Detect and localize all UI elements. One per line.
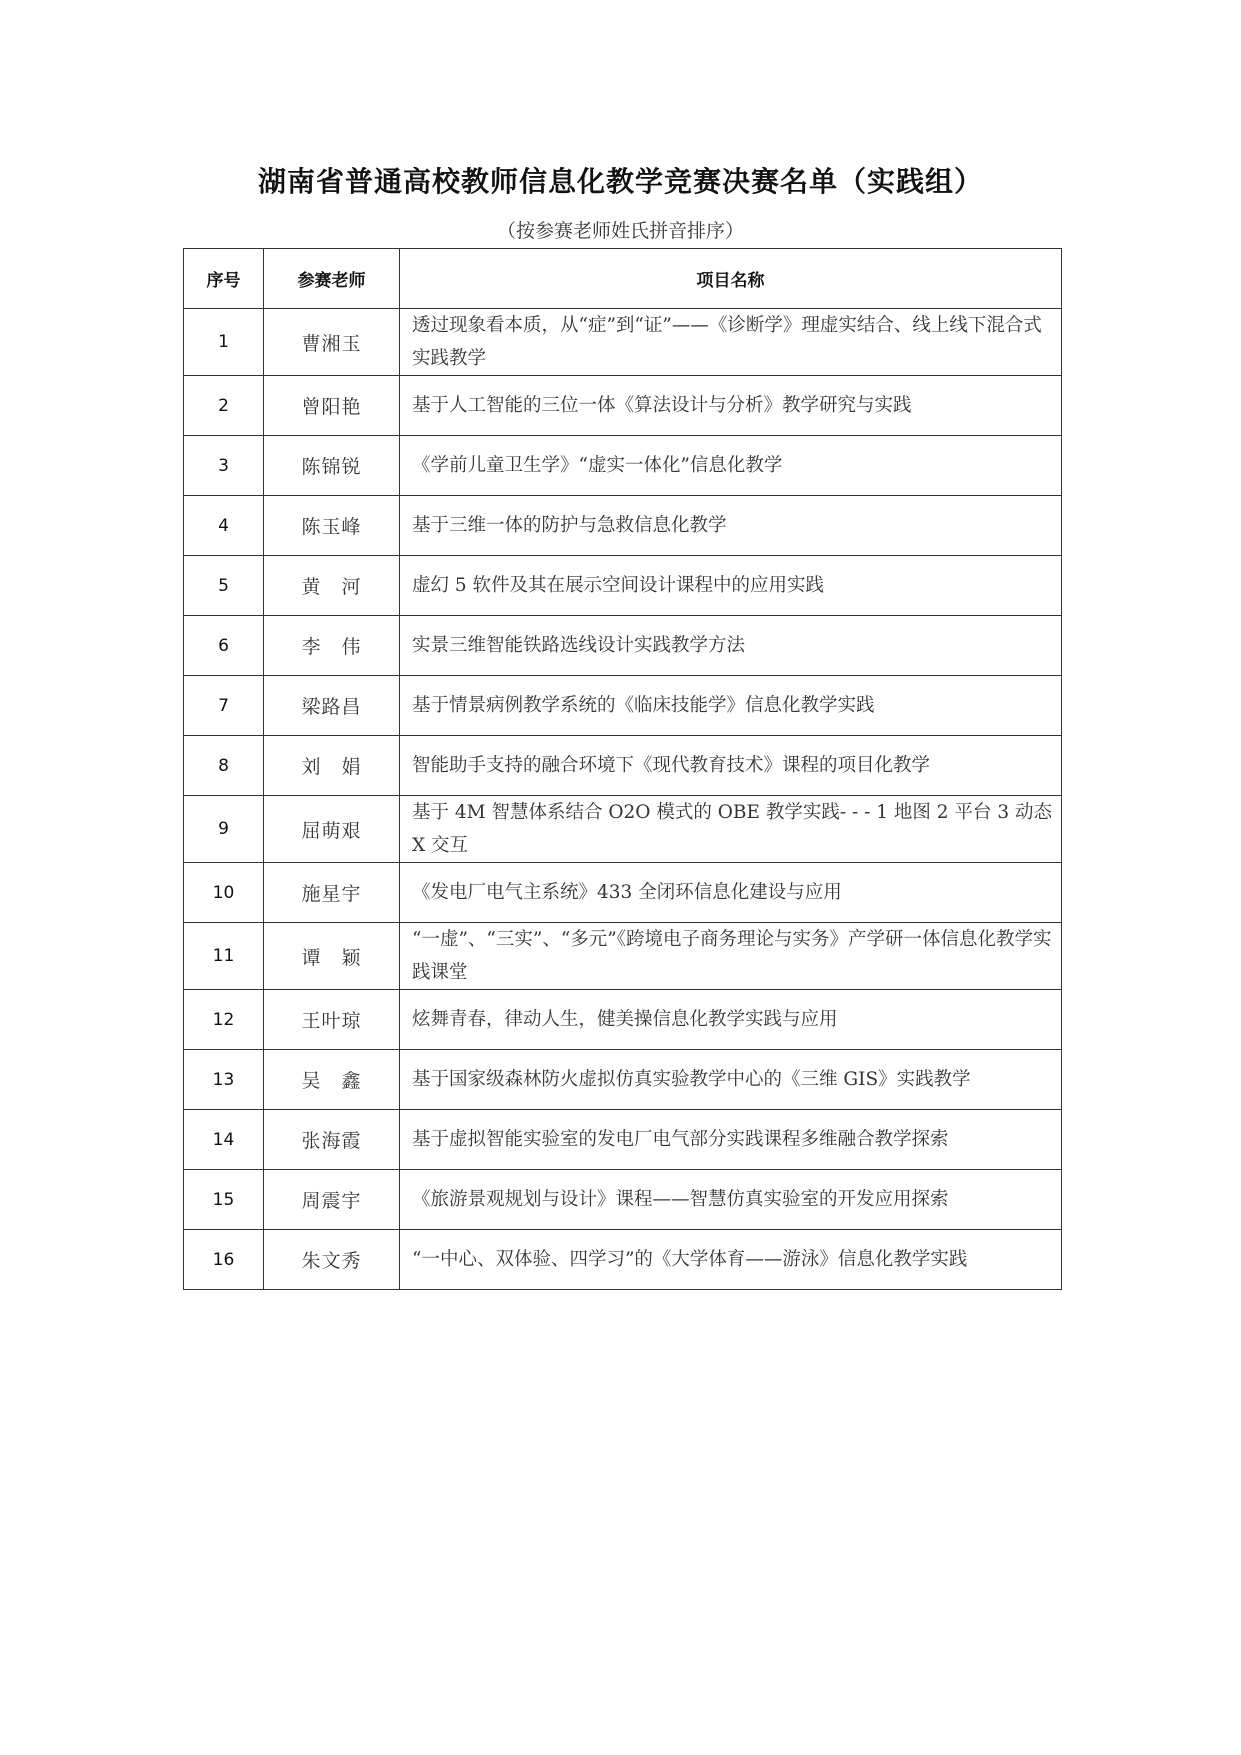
table-row — [184, 990, 1062, 1050]
cell-teacher: 黄 河 — [264, 556, 400, 616]
cell-seq: 6 — [184, 616, 264, 676]
table-row — [184, 1050, 1062, 1110]
page-subtitle: （按参赛老师姓氏拼音排序） — [496, 220, 744, 242]
cell-seq: 14 — [184, 1110, 264, 1170]
cell-project: 实景三维智能铁路选线设计实践教学方法 — [400, 616, 1062, 676]
cell-project: 《旅游景观规划与设计》课程——智慧仿真实验室的开发应用探索 — [400, 1170, 1062, 1230]
cell-project: 《发电厂电气主系统》433 全闭环信息化建设与应用 — [400, 863, 1062, 923]
table-row — [184, 676, 1062, 736]
cell-teacher: 王叶琼 — [264, 990, 400, 1050]
cell-seq: 4 — [184, 496, 264, 556]
cell-seq: 1 — [184, 309, 264, 376]
cell-seq: 12 — [184, 990, 264, 1050]
cell-teacher: 周震宇 — [264, 1170, 400, 1230]
cell-project: 智能助手支持的融合环境下《现代教育技术》课程的项目化教学 — [400, 736, 1062, 796]
cell-project: “一虚”、“三实”、“多元”《跨境电子商务理论与实务》产学研一体信息化教学实践课堂 — [400, 923, 1062, 990]
cell-project: 基于虚拟智能实验室的发电厂电气部分实践课程多维融合教学探索 — [400, 1110, 1062, 1170]
cell-project: 基于三维一体的防护与急救信息化教学 — [400, 496, 1062, 556]
cell-teacher: 梁路昌 — [264, 676, 400, 736]
cell-teacher: 曹湘玉 — [264, 309, 400, 376]
cell-seq: 5 — [184, 556, 264, 616]
cell-teacher: 吴 鑫 — [264, 1050, 400, 1110]
cell-project: 基于 4M 智慧体系结合 O2O 模式的 OBE 教学实践- - - 1 地图 2 平台 3 动态 X 交互 — [400, 796, 1062, 863]
cell-project: 炫舞青春，律动人生，健美操信息化教学实践与应用 — [400, 990, 1062, 1050]
cell-teacher: 刘 娟 — [264, 736, 400, 796]
cell-teacher: 朱文秀 — [264, 1230, 400, 1290]
cell-seq: 13 — [184, 1050, 264, 1110]
cell-seq: 15 — [184, 1170, 264, 1230]
cell-teacher: 张海霞 — [264, 1110, 400, 1170]
table-row — [184, 1170, 1062, 1230]
table-row — [184, 1230, 1062, 1290]
table-row — [184, 309, 1062, 376]
cell-project: “一中心、双体验、四学习”的《大学体育——游泳》信息化教学实践 — [400, 1230, 1062, 1290]
table-row — [184, 436, 1062, 496]
cell-teacher: 屈萌艰 — [264, 796, 400, 863]
cell-seq: 2 — [184, 376, 264, 436]
cell-teacher: 曾阳艳 — [264, 376, 400, 436]
cell-project: 《学前儿童卫生学》“虚实一体化”信息化教学 — [400, 436, 1062, 496]
page-title: 湖南省普通高校教师信息化教学竞赛决赛名单（实践组） — [257, 165, 983, 198]
cell-seq: 8 — [184, 736, 264, 796]
cell-seq: 9 — [184, 796, 264, 863]
table-row — [184, 496, 1062, 556]
table-row — [184, 736, 1062, 796]
cell-seq: 11 — [184, 923, 264, 990]
cell-seq: 10 — [184, 863, 264, 923]
table-row — [184, 796, 1062, 863]
header-teacher: 参赛老师 — [264, 249, 400, 309]
cell-project: 基于人工智能的三位一体《算法设计与分析》教学研究与实践 — [400, 376, 1062, 436]
table-row — [184, 923, 1062, 990]
cell-teacher: 陈玉峰 — [264, 496, 400, 556]
finalists-table — [183, 248, 1062, 1290]
cell-seq: 3 — [184, 436, 264, 496]
cell-seq: 16 — [184, 1230, 264, 1290]
table-row — [184, 863, 1062, 923]
cell-project: 透过现象看本质，从“症”到“证”——《诊断学》理虚实结合、线上线下混合式实践教学 — [400, 309, 1062, 376]
cell-teacher: 谭 颖 — [264, 923, 400, 990]
cell-project: 基于情景病例教学系统的《临床技能学》信息化教学实践 — [400, 676, 1062, 736]
cell-teacher: 施星宇 — [264, 863, 400, 923]
table-row — [184, 376, 1062, 436]
header-project: 项目名称 — [400, 249, 1062, 309]
table-row — [184, 616, 1062, 676]
cell-teacher: 李 伟 — [264, 616, 400, 676]
cell-project: 基于国家级森林防火虚拟仿真实验教学中心的《三维 GIS》实践教学 — [400, 1050, 1062, 1110]
cell-project: 虚幻 5 软件及其在展示空间设计课程中的应用实践 — [400, 556, 1062, 616]
cell-seq: 7 — [184, 676, 264, 736]
table-row — [184, 1110, 1062, 1170]
header-seq: 序号 — [184, 249, 264, 309]
cell-teacher: 陈锦锐 — [264, 436, 400, 496]
table-header-row — [184, 249, 1062, 309]
table-row — [184, 556, 1062, 616]
